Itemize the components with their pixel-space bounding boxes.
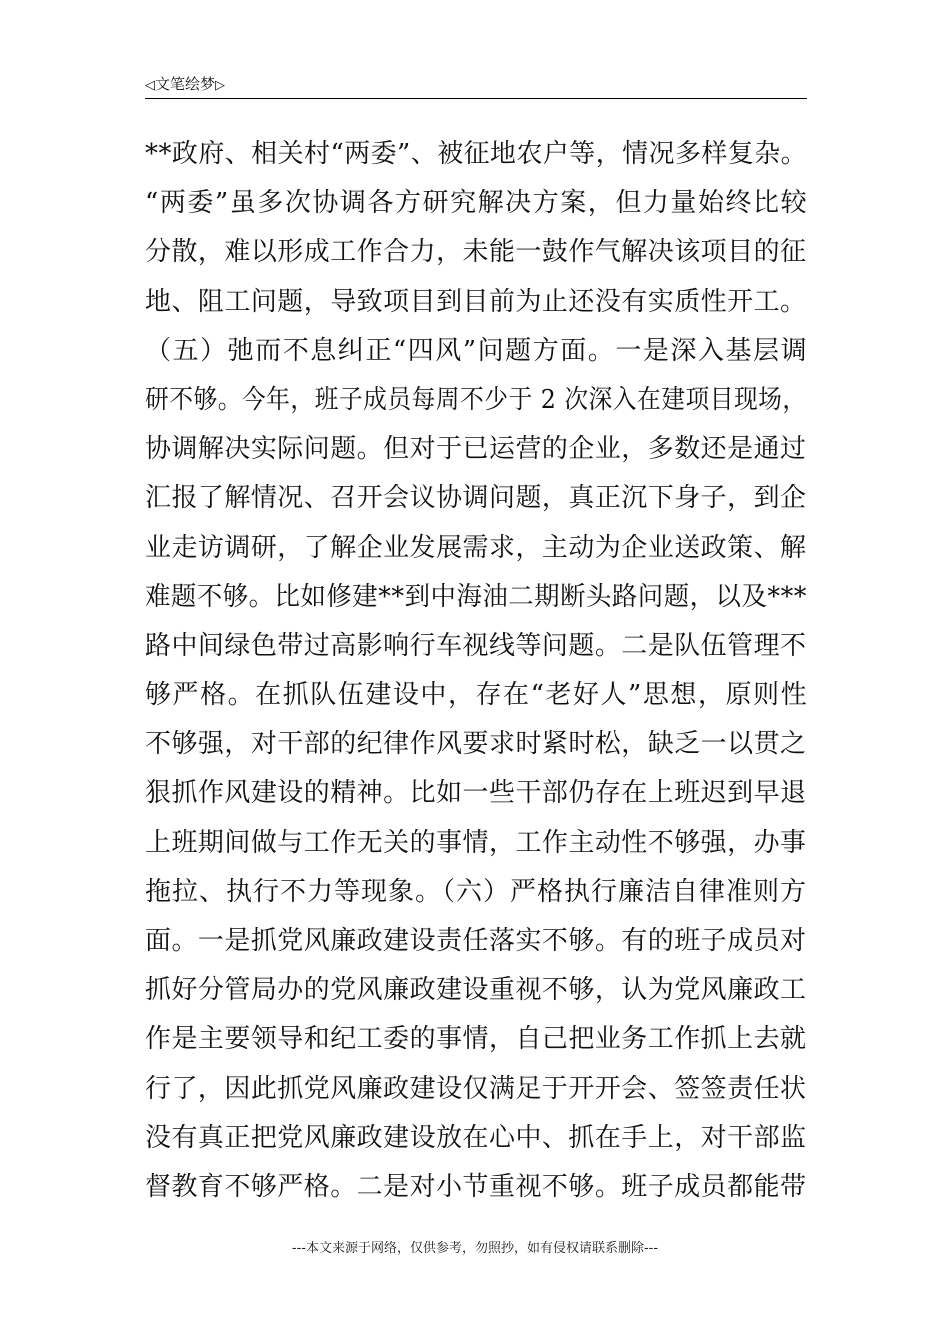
text-line: 狠抓作风建设的精神。比如一些干部仍存在上班迟到早退 (145, 778, 807, 809)
right-triangle-icon: ▷ (215, 78, 226, 93)
text-line: **政府、相关村“两委”、被征地农户等，情况多样复杂。 (145, 139, 808, 169)
text-line: 地、阻工问题，导致项目到目前为止还没有实质性开工。 (145, 286, 807, 317)
text-line: 够严格。在抓队伍建设中，存在“老好人”思想，原则性 (145, 680, 809, 711)
header-label (145, 74, 225, 96)
text-line: 抓好分管局办的党风廉政建设重视不够，认为党风廉政工 (145, 975, 807, 1006)
text-line: “两委”虽多次协调各方研究解决方案，但力量始终比较 (145, 188, 809, 219)
document-body (145, 130, 807, 1212)
text-line: 研不够。今年，班子成员每周不少于 2 次深入在建项目现场， (145, 384, 807, 415)
text-line: 汇报了解情况、召开会议协调问题，真正沉下身子，到企 (145, 483, 807, 514)
page-footer: ---本文来源于网络，仅供参考，勿照抄，如有侵权请联系删除--- (291, 1241, 659, 1256)
text-line: 难题不够。比如修建**到中海油二期断头路问题，以及*** (145, 581, 807, 612)
page-header (145, 74, 807, 99)
text-line: 上班期间做与工作无关的事情，工作主动性不够强，办事 (145, 827, 807, 858)
text-line: 不够强，对干部的纪律作风要求时紧时松，缺乏一以贯之 (145, 729, 807, 760)
text-line: 没有真正把党风廉政建设放在心中、抓在手上，对干部监 (145, 1122, 807, 1153)
text-line: 督教育不够严格。二是对小节重视不够。班子成员都能带 (145, 1171, 807, 1202)
text-line: 分散，难以形成工作合力，未能一鼓作气解决该项目的征 (145, 237, 807, 268)
text-line: 拖拉、执行不力等现象。（六）严格执行廉洁自律准则方 (145, 876, 808, 907)
text-line: 作是主要领导和纪工委的事情，自己把业务工作抓上去就 (145, 1024, 807, 1055)
left-triangle-icon: ◁ (145, 78, 155, 93)
text-line: 路中间绿色带过高影响行车视线等问题。二是队伍管理不 (145, 630, 807, 661)
text-line: 业走访调研，了解企业发展需求，主动为企业送政策、解 (145, 532, 807, 563)
text-line: 面。一是抓党风廉政建设责任落实不够。有的班子成员对 (145, 926, 807, 956)
header-title: 文笔绘梦 (155, 75, 216, 93)
text-line: 协调解决实际问题。但对于已运营的企业，多数还是通过 (145, 434, 807, 465)
text-line: （五）弛而不息纠正“四风”问题方面。一是深入基层调 (145, 335, 809, 366)
text-line: 行了，因此抓党风廉政建设仅满足于开开会、签签责任状 (145, 1073, 807, 1104)
